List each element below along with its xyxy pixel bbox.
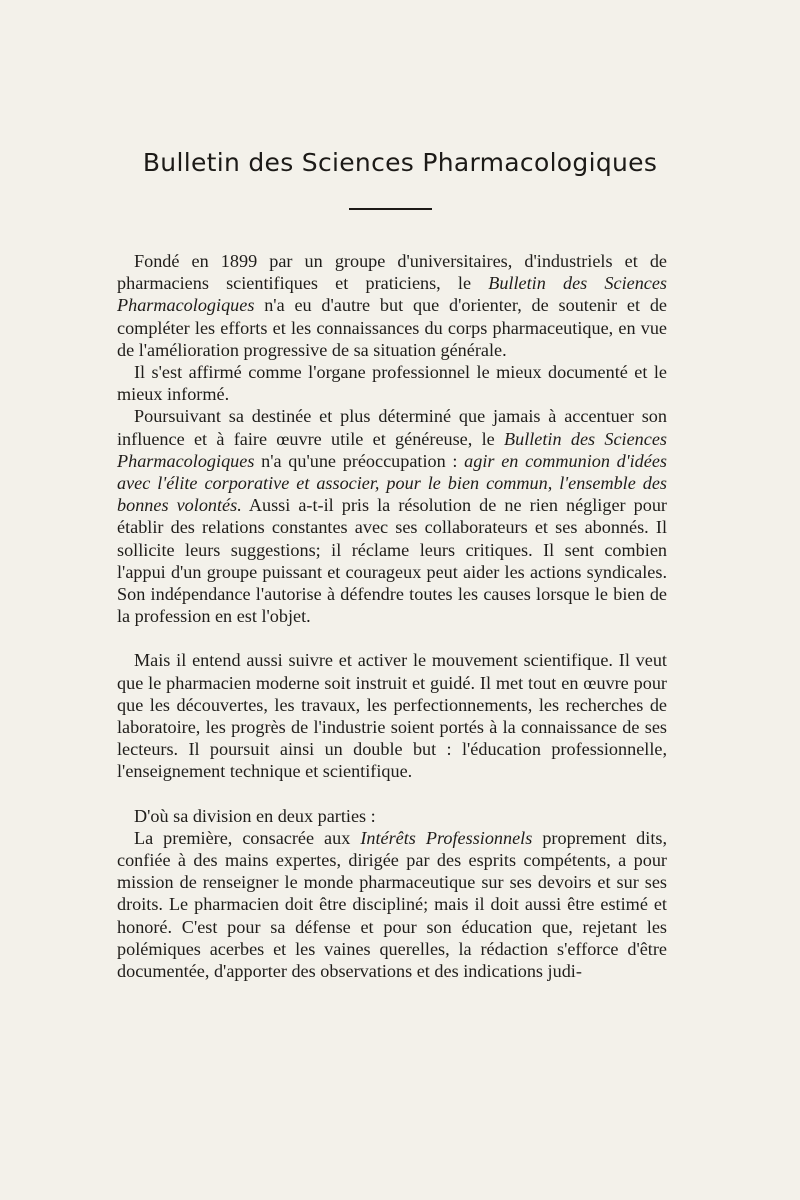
paragraph-mission bbox=[117, 405, 667, 627]
text-run: proprement dits, confiée à des mains expertes, dirigée par des esprits compétents, a pour mission de renseigner le monde pharmaceutique sur ses devoirs et sur ses droits. Le pharmacien doit être discipliné; mais il doit aussi être estimé et honoré. C'est pour sa défense et pour son éducation que, rejetant les polémiques acerbes et les vaines querelles, la rédaction s'efforce d'être documentée, d'apporter des observations et des indications judi- bbox=[117, 827, 667, 982]
text-run: Poursuivant sa destinée et plus déterminé que jamais à accentuer son influence et à faire œuvre utile et généreuse, le bbox=[117, 406, 667, 449]
page-title: Bulletin des Sciences Pharmacologiques bbox=[142, 148, 658, 177]
paragraph-division: D'où sa division en deux parties : bbox=[134, 805, 376, 826]
text-run: Fondé en 1899 par un groupe d'universitaires, d'industriels et de pharmaciens scientifiques et praticiens, le bbox=[117, 251, 667, 294]
title-divider bbox=[349, 208, 432, 210]
text-run: n'a qu'une préoccupation : bbox=[254, 450, 465, 471]
section-name-italic: Intérêts Professionnels bbox=[360, 827, 533, 848]
body-text bbox=[117, 250, 667, 982]
paragraph-first-part bbox=[117, 827, 667, 982]
journal-title-italic: Bulletin des Sciences Pharmacologiques bbox=[117, 273, 668, 316]
paragraph-founding bbox=[117, 250, 667, 361]
text-run: n'a eu d'autre but que d'orienter, de soutenir et de compléter les efforts et les connaissances du corps pharmaceutique, en vue de l'amélioration progressive de sa situation générale. bbox=[117, 295, 667, 360]
text-run: Aussi a-t-il pris la résolution de ne rien négliger pour établir des relations constantes avec ses collaborateurs et ses abonnés. Il sollicite leurs suggestions; il réclame leurs critiques. Il sent combien l'appui d'un groupe puissant et courageux peut aider les actions syndicales. Son indépendance l'autorise à défendre toutes les causes lorsque le bien de la profession en est l'objet. bbox=[117, 495, 667, 627]
paragraph-affirmation: Il s'est affirmé comme l'organe professionnel le mieux documenté et le mieux informé. bbox=[117, 362, 667, 405]
text-run: La première, consacrée aux bbox=[134, 827, 361, 848]
journal-title-italic: Bulletin des Sciences Pharmacologiques bbox=[117, 428, 667, 471]
paragraph-scientific: Mais il entend aussi suivre et activer le mouvement scientifique. Il veut que le pharmacien moderne soit instruit et guidé. Il met tout en œuvre pour que les découvertes, les travaux, les perfectionnements, les recherches de laboratoire, les progrès de l'industrie soient portés à la connaissance de ses lecteurs. Il poursuit ainsi un double but : l'éducation professionnelle, l'enseignement technique et scientifique. bbox=[117, 650, 667, 782]
motto-italic: agir en communion d'idées avec l'élite corporative et associer, pour le bien commun, l'ensemble des bonnes volontés. bbox=[117, 450, 667, 516]
